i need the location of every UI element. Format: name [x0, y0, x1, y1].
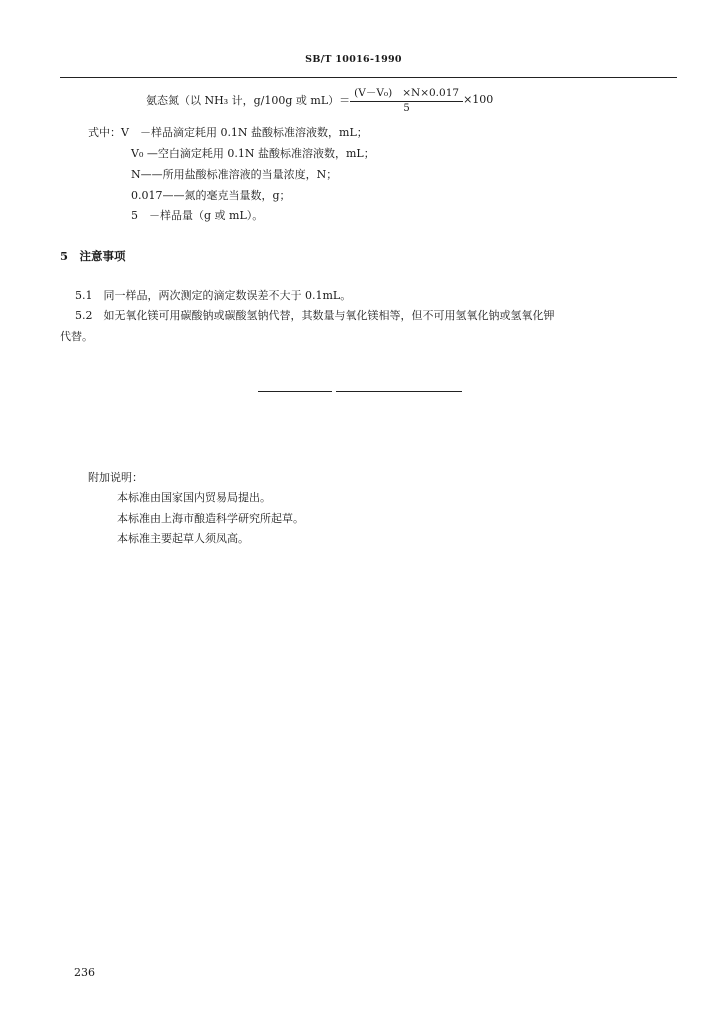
definition-5: 5 －样品量（g 或 mL）。	[131, 209, 264, 222]
section-5-title: 5 注意事项	[60, 249, 126, 263]
appendix-title: 附加说明：	[88, 471, 143, 484]
section-5-2-continued: 代替。	[60, 330, 93, 343]
definition-n: N——所用盐酸标准溶液的当量浓度，N；	[131, 168, 338, 181]
formula	[146, 85, 493, 114]
page-number: 236	[74, 966, 95, 979]
header-rule	[60, 77, 677, 78]
end-rule-left	[258, 391, 332, 392]
appendix-line-drafter: 本标准由上海市酿造科学研究所起草。	[117, 512, 304, 525]
definition-0017: 0.017——氮的毫克当量数，g；	[131, 189, 291, 202]
end-rule-right	[336, 391, 462, 392]
section-5-2: 5.2 如无氧化镁可用碳酸钠或碳酸氢钠代替，其数量与氧化镁相等，但不可用氢氧化钠或氢氧化钾	[75, 309, 555, 322]
definition-v: 式中：V －样品滴定耗用 0.1N 盐酸标准溶液数，mL；	[88, 126, 368, 139]
standard-code-header: SB/T 10016-1990	[305, 54, 402, 65]
section-5-1: 5.1 同一样品，两次测定的滴定数误差不大于 0.1mL。	[75, 289, 352, 302]
appendix-line-author: 本标准主要起草人须凤高。	[117, 532, 249, 545]
formula-lhs: 氨态氮（以 NH₃ 计，g/100g 或 mL）＝	[146, 93, 351, 107]
formula-times-100: ×100	[463, 93, 494, 106]
formula-denominator: 5	[350, 101, 463, 114]
appendix-line-proposer: 本标准由国家国内贸易局提出。	[117, 491, 271, 504]
definition-v0: V₀ —空白滴定耗用 0.1N 盐酸标准溶液数，mL；	[131, 147, 375, 160]
formula-fraction	[352, 85, 461, 114]
formula-numerator: (V－V₀) ×N×0.017	[354, 87, 460, 99]
